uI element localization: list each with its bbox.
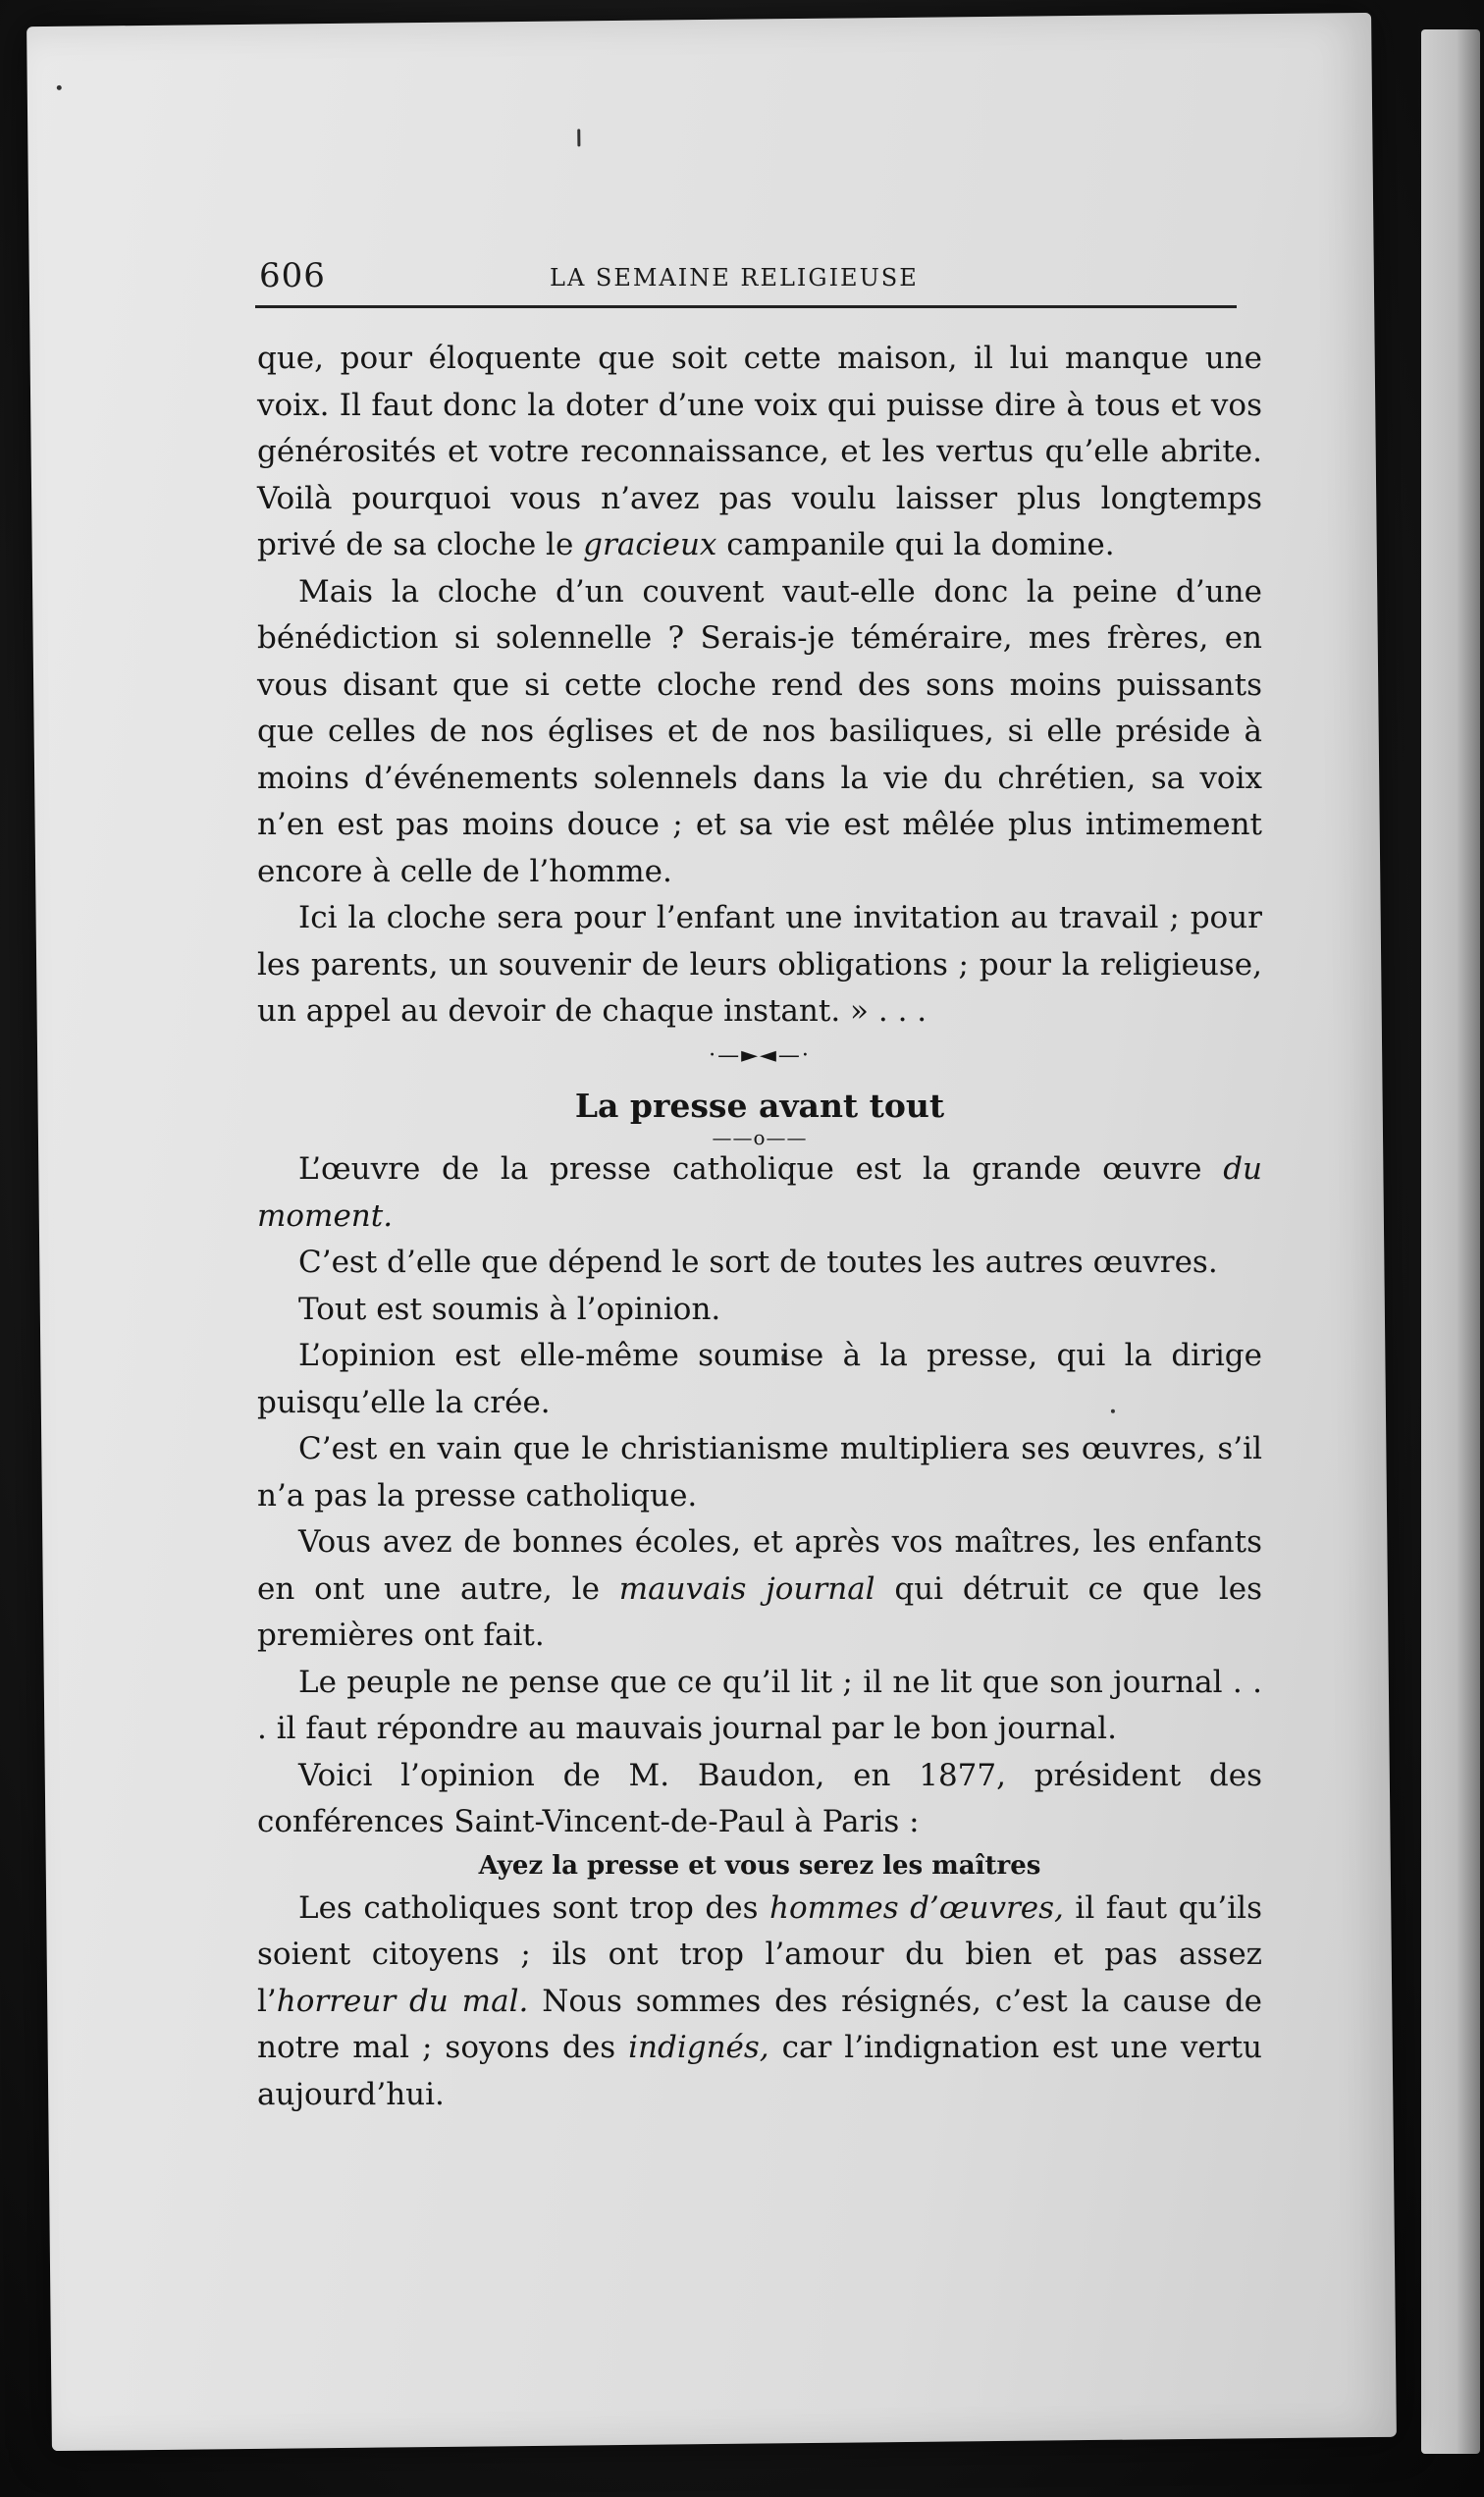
italic-text: horreur du mal. xyxy=(276,1983,529,2019)
paragraph-text: qui détruit ce que les premières ont fait. xyxy=(257,1570,1263,1653)
page-number: 606 xyxy=(259,256,326,295)
page-body xyxy=(257,336,1262,2118)
italic-text: mauvais journal xyxy=(618,1570,875,1607)
paragraph: Le peuple ne pense que ce qu’il lit ; il ne lit que son journal . . . il faut répondre au mauvais journal par le bon journal. xyxy=(257,1664,1262,1746)
quote-text: Les catholiques sont trop des xyxy=(298,1889,759,1926)
paragraph-text: L’œuvre de la presse catholique est la grande œuvre xyxy=(298,1151,1202,1187)
paragraph xyxy=(257,1146,1262,1240)
paragraph xyxy=(257,336,1262,569)
section-title: La presse avant tout xyxy=(574,1086,945,1125)
quote-paragraph xyxy=(257,1886,1262,2119)
paragraph-text: campanile qui la domine. xyxy=(726,527,1115,562)
quote-text: Nous sommes des résignés, c’est la cause de notre mal ; soyons des xyxy=(257,1983,1263,2065)
quote-text: l’ xyxy=(257,1983,277,2019)
paragraph: C’est d’elle que dépend le sort de toutes les autres œuvres. xyxy=(298,1245,1218,1280)
quote-text: il faut qu’ils soient citoyens ; ils ont trop l’amour du bien et pas assez xyxy=(257,1889,1263,1972)
paragraph-text: Vous avez de bonnes écoles, et après vos maîtres, les enfants en ont une autre, le xyxy=(257,1524,1262,1607)
quote-text: car l’indignation est une vertu aujourd’hui. xyxy=(257,2030,1263,2112)
paragraph-text: que, pour éloquente que soit cette maison, il lui manque une voix. Il faut donc la doter d’une voix qui puisse dire à tous et vos générosités et votre reconnaissance, et les vertus qu’elle abrite. Voilà pourquoi vous n’avez pas voulu laisser plus longtemps privé de sa cloche le xyxy=(257,341,1262,562)
paragraph: Tout est soumis à l’opinion. xyxy=(298,1291,721,1327)
paragraph: C’est en vain que le christianisme multipliera ses œuvres, s’il n’a pas la presse catholique. xyxy=(257,1431,1262,1514)
paragraph: Mais la cloche d’un couvent vaut-elle donc la peine d’une bénédiction si solennelle ? Serais-je téméraire, mes frères, en vous disant que si cette cloche rend des sons moins puissants que celles de nos églises et de nos basiliques, si elle préside à moins d’événements solennels dans la vie du chrétien, sa voix n’en est pas moins douce ; et sa vie est mêlée plus intimement encore à celle de l’homme. xyxy=(257,573,1262,889)
header-rule xyxy=(255,305,1237,308)
paragraph xyxy=(257,1519,1262,1660)
speck xyxy=(57,85,62,90)
speck xyxy=(577,129,580,146)
running-head: LA SEMAINE RELIGIEUSE xyxy=(550,264,919,292)
paragraph: Ici la cloche sera pour l’enfant une invitation au travail ; pour les parents, un souvenir de leurs obligations ; pour la religieuse, un appel au devoir de chaque instant. » . . . xyxy=(257,900,1262,1029)
quote-heading: Ayez la presse et vous serez les maîtres xyxy=(478,1850,1041,1881)
page-header xyxy=(216,250,1237,299)
italic-text: du moment. xyxy=(257,1151,1263,1234)
ornament-divider: ·—►◄—· xyxy=(709,1042,811,1068)
italic-text: indignés, xyxy=(628,2030,769,2065)
paragraph: Voici l’opinion de M. Baudon, en 1877, président des conférences Saint-Vincent-de-Paul à Paris : xyxy=(257,1757,1262,1839)
italic-text: hommes d’œuvres, xyxy=(769,1889,1064,1926)
paragraph: L’opinion est elle-même soumise à la presse, qui la dirige puisqu’elle la crée. xyxy=(257,1338,1262,1420)
adjacent-page-edge xyxy=(1421,29,1480,2454)
ornament-small: ——o—— xyxy=(712,1126,808,1149)
italic-text: gracieux xyxy=(583,527,717,562)
